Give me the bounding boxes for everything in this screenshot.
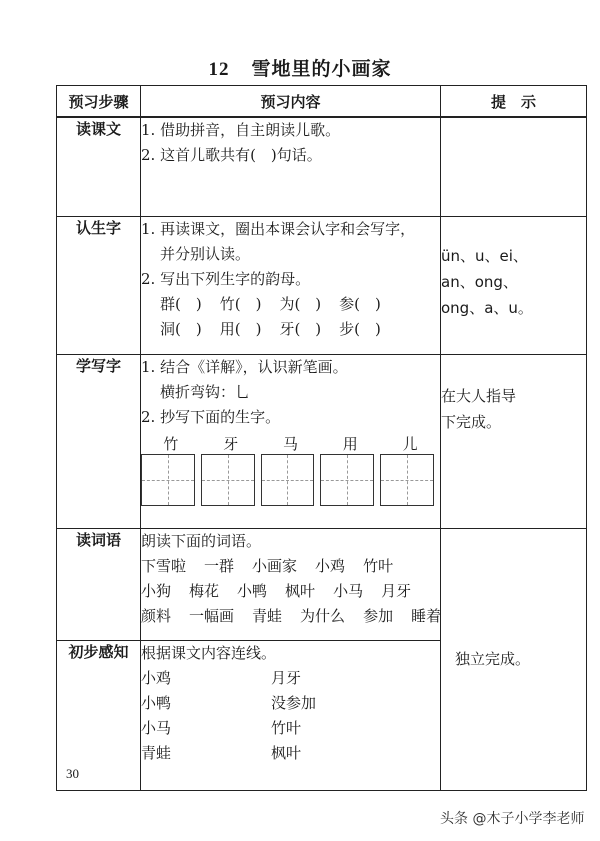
char-blank: 洞( ) [160, 319, 202, 338]
content-cell [141, 216, 441, 354]
step-label: 读词语 [57, 528, 141, 640]
step-label: 认生字 [57, 216, 141, 354]
lesson-title: 雪地里的小画家 [251, 58, 392, 80]
word-row [141, 579, 440, 604]
content-cell [141, 640, 441, 790]
hint-line: 独立完成。 [455, 650, 531, 668]
hint-line: 在大人指导 [441, 386, 517, 405]
word: 睡着 [411, 606, 442, 625]
match-right[interactable]: 没参加 [271, 693, 317, 712]
word: 小鸡 [315, 556, 346, 575]
word: 为什么 [300, 606, 346, 625]
writing-box[interactable] [201, 454, 255, 506]
word: 小鸭 [237, 581, 268, 600]
match-left[interactable]: 小鸡 [141, 668, 172, 687]
grid-char-labels [141, 434, 440, 454]
word: 下雪啦 [141, 556, 187, 575]
writing-box[interactable] [320, 454, 374, 506]
content-line: 横折弯钩：乚 [160, 382, 251, 401]
step-label: 初步感知 [57, 640, 141, 790]
match-left[interactable]: 小马 [141, 718, 172, 737]
row-read-words [57, 528, 587, 640]
content-line: 根据课文内容连线。 [141, 643, 277, 662]
word: 一幅画 [189, 606, 235, 625]
word: 月牙 [381, 581, 412, 600]
word-row [141, 604, 440, 629]
char-blank: 群( ) [160, 294, 202, 313]
word: 小画家 [252, 556, 298, 575]
char-blanks-row [141, 317, 440, 342]
hint-line: ün、u、ei、 [441, 246, 528, 265]
hint-line: ong、a、u。 [441, 298, 533, 317]
char-blank: 用( ) [219, 319, 262, 338]
word: 青蛙 [252, 606, 283, 625]
page-number: 30 [66, 766, 79, 781]
hint-line: 下完成。 [441, 412, 502, 431]
word: 小马 [333, 581, 364, 600]
content-line: 1. 结合《详解》，认识新笔画。 [141, 357, 348, 376]
match-left[interactable]: 青蛙 [141, 743, 172, 762]
grid-char: 用 [342, 434, 358, 453]
char-blank: 参( ) [339, 294, 381, 313]
word: 一群 [204, 556, 235, 575]
row-learn-writing [57, 354, 587, 528]
preview-table [56, 85, 587, 791]
grid-char: 牙 [223, 434, 239, 453]
content-cell [141, 117, 441, 216]
hint-line: an、ong、 [441, 272, 518, 291]
lesson-number: 12 [208, 59, 230, 80]
char-blank: 为( ) [279, 294, 322, 313]
matching-pairs [141, 666, 440, 766]
header-row [57, 86, 587, 118]
step-label: 读课文 [57, 117, 141, 216]
grid-char: 马 [282, 434, 298, 453]
grid-char: 儿 [402, 434, 418, 453]
writing-box[interactable] [261, 454, 315, 506]
watermark: 头条 @木子小学李老师 [440, 811, 585, 827]
writing-grid [141, 454, 440, 506]
word-row [141, 554, 440, 579]
hint-cell-shared [441, 528, 587, 790]
header-step: 预习步骤 [57, 86, 141, 118]
content-line: 朗读下面的词语。 [141, 531, 262, 550]
char-blanks-row [141, 292, 440, 317]
hint-cell [441, 216, 587, 354]
header-content: 预习内容 [141, 86, 441, 118]
match-right[interactable]: 枫叶 [271, 743, 302, 762]
writing-box[interactable] [380, 454, 434, 506]
content-line: 1. 借助拼音，自主朗读儿歌。 [141, 121, 341, 139]
grid-char: 竹 [163, 434, 179, 453]
word: 颜料 [141, 606, 172, 625]
writing-box[interactable] [141, 454, 195, 506]
content-line: 2. 写出下列生字的韵母。 [141, 269, 311, 288]
content-cell [141, 354, 441, 528]
page-title [0, 54, 600, 81]
word: 枫叶 [285, 581, 316, 600]
content-cell [141, 528, 441, 640]
content-line: 2. 抄写下面的生字。 [141, 407, 281, 426]
word: 参加 [363, 606, 394, 625]
match-right[interactable]: 竹叶 [271, 718, 302, 737]
hint-cell [441, 354, 587, 528]
match-right[interactable]: 月牙 [271, 668, 302, 687]
content-line: 并分别认读。 [160, 244, 251, 263]
match-left[interactable]: 小鸭 [141, 693, 172, 712]
word: 竹叶 [363, 556, 394, 575]
row-recognize-chars [57, 216, 587, 354]
step-label: 学写字 [57, 354, 141, 528]
hint-cell [441, 117, 587, 216]
content-line: 1. 再读课文，圈出本课会认字和会写字， [141, 219, 416, 238]
char-blank: 牙( ) [279, 319, 322, 338]
word: 梅花 [189, 581, 220, 600]
word: 小狗 [141, 581, 172, 600]
char-blank: 竹( ) [219, 294, 262, 313]
content-line: 2. 这首儿歌共有( )句话。 [141, 146, 322, 164]
char-blank: 步( ) [339, 319, 381, 338]
header-hint: 提 示 [441, 86, 587, 118]
row-read-text [57, 117, 587, 216]
